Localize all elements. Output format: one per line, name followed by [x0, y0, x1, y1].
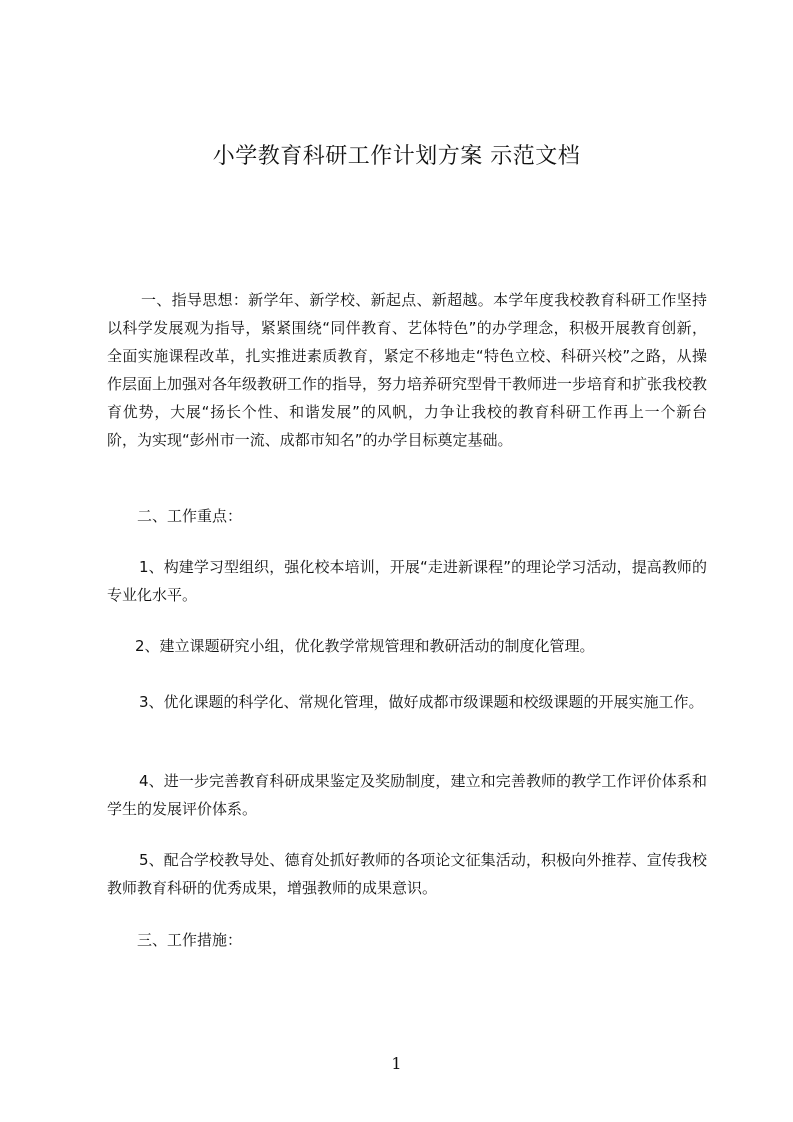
- section-three-heading: 三、工作措施：: [137, 931, 243, 949]
- key-task-item-5: 5、配合学校教导处、德育处抓好教师的各项论文征集活动，积极向外推荐、宣传我校教师教育科研的优秀成果，增强教师的成果意识。: [107, 851, 707, 897]
- key-task-item-4: 4、进一步完善教育科研成果鉴定及奖励制度，建立和完善教师的教学工作评价体系和学生的发展评价体系。: [107, 772, 707, 818]
- key-task-item-1: 1、构建学习型组织，强化校本培训，开展“走进新课程”的理论学习活动，提高教师的专业化水平。: [107, 558, 707, 604]
- guiding-ideology-paragraph: 一、指导思想：新学年、新学校、新起点、新超越。本学年度我校教育科研工作坚持以科学发展观为指导，紧紧围绕“同伴教育、艺体特色”的办学理念，积极开展教育创新，全面实施课程改革，扎实推进素质教育，紧定不移地走“特色立校、科研兴校”之路，从操作层面上加强对各年级教研工作的指导，努力培养研究型骨干教师进一步培育和扩张我校教育优势，大展“扬长个性、和谐发展”的风帆，力争让我校的教育科研工作再上一个新台阶，为实现“彭州市一流、成都市知名”的办学目标奠定基础。: [107, 291, 708, 449]
- section-two-heading: 二、工作重点：: [137, 507, 243, 525]
- key-task-item-2: 2、建立课题研究小组，优化教学常规管理和教研活动的制度化管理。: [135, 637, 595, 655]
- page-number: 1: [391, 1054, 402, 1073]
- document-title: 小学教育科研工作计划方案 示范文档: [212, 144, 581, 169]
- key-task-item-3: 3、优化课题的科学化、常规化管理，做好成都市级课题和校级课题的开展实施工作。: [139, 693, 704, 711]
